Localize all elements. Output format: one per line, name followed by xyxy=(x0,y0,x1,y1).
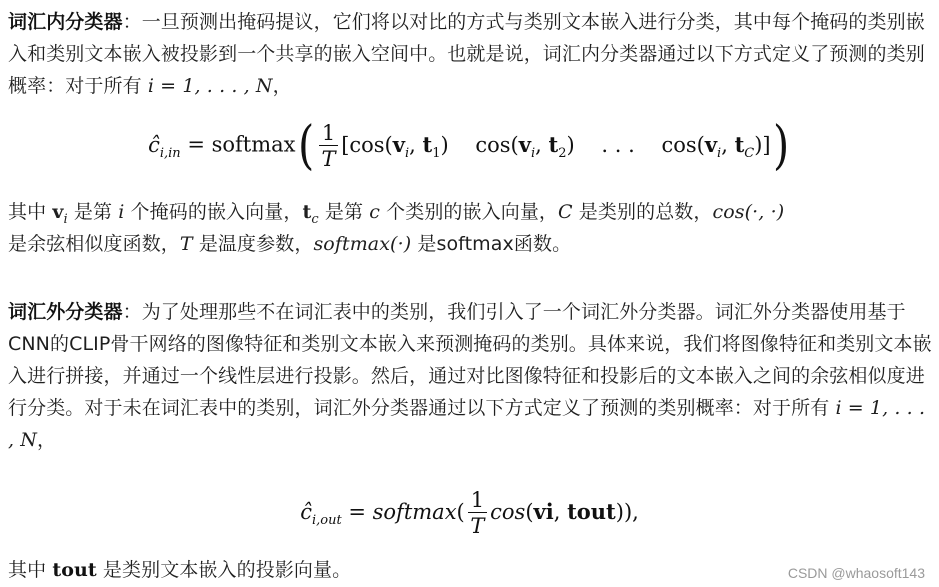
text: 是余弦相似度函数， xyxy=(8,233,180,255)
equals: = xyxy=(341,500,373,524)
cos-list: [$\cos(v_i$, $t_1$) $\cos(v_i$, $t_2$) . . . $\cos(v_i$, $t_C$)] xyxy=(341,131,771,161)
text: 个掩码的嵌入向量， xyxy=(124,201,303,223)
tC: t xyxy=(734,131,745,157)
heading-out-vocab: 词汇外分类器 xyxy=(8,301,123,323)
index-range: i = 1, . . . , N xyxy=(147,75,273,97)
subscript: i,in xyxy=(159,145,181,161)
var-v: v xyxy=(52,201,64,223)
cos-text: cos xyxy=(490,500,526,524)
var-tout: tout xyxy=(52,559,97,581)
open-paren: ( xyxy=(297,116,314,176)
denominator: T xyxy=(321,146,336,171)
denominator: T xyxy=(470,514,485,538)
var-c: c xyxy=(369,201,380,223)
where-clause-1 xyxy=(8,196,933,260)
text: 是第 xyxy=(318,201,370,223)
text: 是第 xyxy=(67,201,119,223)
where-prefix: 其中 xyxy=(8,201,53,223)
punctuation: ， xyxy=(272,75,292,97)
fraction xyxy=(319,121,338,172)
var-t: t xyxy=(302,201,312,223)
formula-out-vocab: $ĉ_{i,out}$ = softmax( $\frac{1}{T}$ cos(vi, tout)), xyxy=(300,488,639,538)
func-softmax: softmax(·) xyxy=(313,233,412,255)
var-t-sub: c xyxy=(311,211,319,227)
in-vocab-description: ：一旦预测出掩码提议，它们将以对比的方式与类别文本嵌入进行分类，其中每个掩码的类别嵌入和类别文本嵌入被投影到一个共享的嵌入空间中。也就是说，词汇内分类器通过以下方式定义了预测的类别概率：对于所有 xyxy=(8,11,925,97)
arg-tout: tout xyxy=(567,499,616,524)
numerator: 1 xyxy=(468,488,487,513)
index-range: i = 1, . . . , N xyxy=(8,397,926,451)
arg-vi: vi xyxy=(533,499,554,524)
where-prefix: 其中 xyxy=(8,559,53,581)
softmax-operator: = softmax xyxy=(180,132,296,157)
close-paren: ) xyxy=(772,116,789,176)
text: 是softmax函数。 xyxy=(411,233,572,255)
paragraph-out-vocab-classifier xyxy=(8,296,933,456)
var-C: C xyxy=(558,201,573,223)
text: 是类别的总数， xyxy=(572,201,713,223)
text: 是类别文本嵌入的投影向量。 xyxy=(96,559,352,581)
formula-lhs xyxy=(148,132,181,161)
c-hat: ĉ xyxy=(148,132,160,157)
numerator: 1 xyxy=(319,121,338,146)
var-T: T xyxy=(179,233,193,255)
text: 个类别的嵌入向量， xyxy=(379,201,559,223)
t1: t xyxy=(422,131,433,157)
softmax-text: softmax xyxy=(372,500,457,524)
func-cos: cos(·, ·) xyxy=(712,201,785,223)
var-i: i xyxy=(118,201,125,223)
out-vocab-description: ：为了处理那些不在词汇表中的类别，我们引入了一个词汇外分类器。词汇外分类器使用基于CNN的CLIP骨干网络的图像特征和类别文本嵌入来预测掩码的类别。具体来说，我们将图像特征和类别文本嵌入进行拼接，并通过一个线性层进行投影。然后，通过对比图像特征和投影后的文本嵌入之间的余弦相似度进行分类。对于未在词汇表中的类别，词汇外分类器通过以下方式定义了预测的类别概率：对于所有 xyxy=(8,301,932,419)
heading-in-vocab: 词汇内分类器 xyxy=(8,11,123,33)
paragraph-in-vocab-classifier xyxy=(8,6,933,102)
punctuation: ， xyxy=(37,429,57,451)
var-v-sub: i xyxy=(63,211,68,227)
watermark: CSDN @whaosoft143 xyxy=(787,565,925,581)
fraction xyxy=(468,488,487,539)
c-hat: ĉ xyxy=(300,500,312,524)
text: 是温度参数， xyxy=(192,233,314,255)
subscript: i,out xyxy=(311,513,342,529)
formula-in-vocab xyxy=(0,116,939,176)
t2: t xyxy=(548,131,559,157)
